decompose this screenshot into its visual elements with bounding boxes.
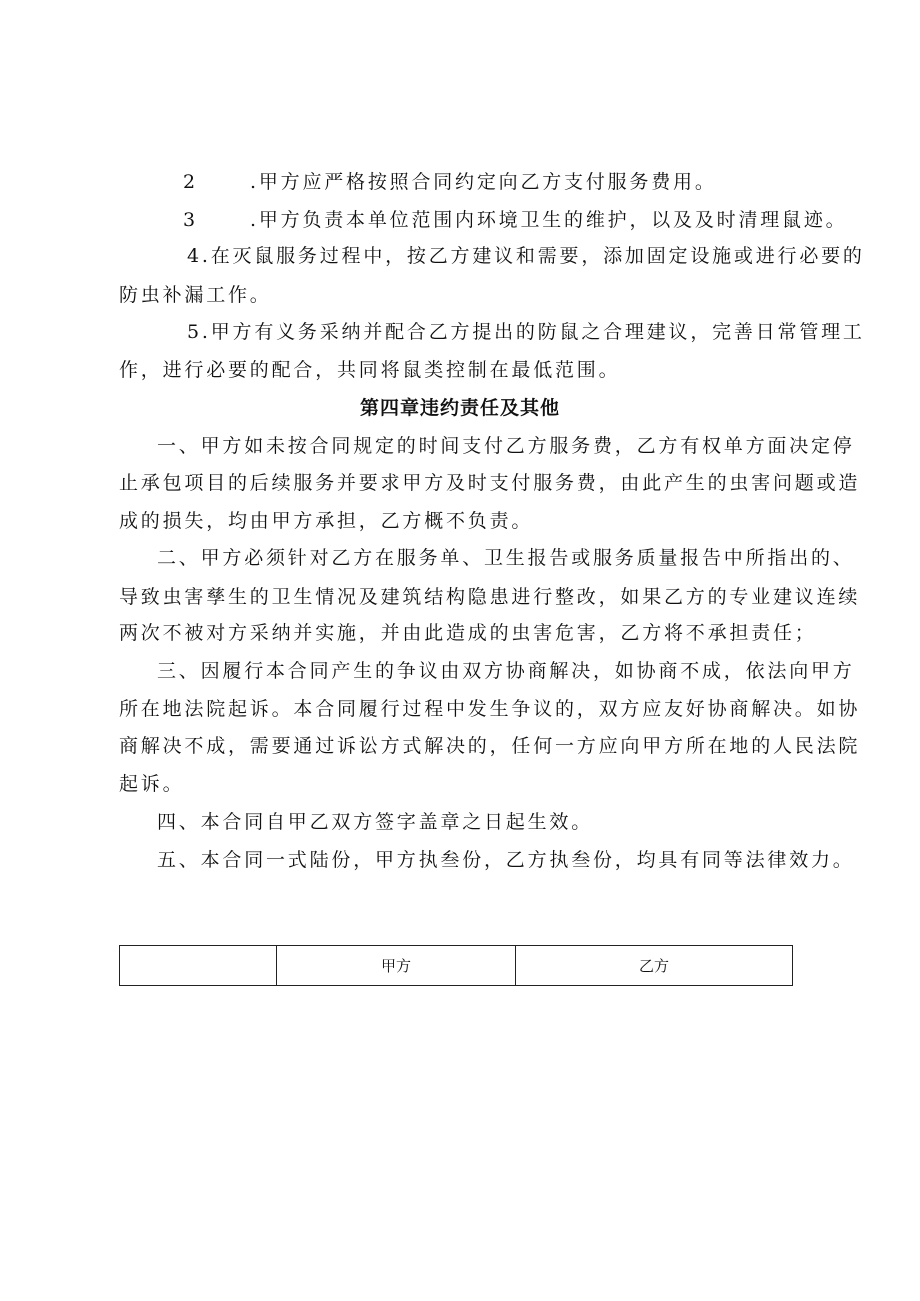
clause-4: 四、本合同自甲乙双方签字盖章之日起生效。 [157,811,594,833]
item-4-line-2: 防虫补漏工作。 [119,284,272,306]
clause-3-line-2: 所在地法院起诉。本合同履行过程中发生争议的，双方应友好协商解决。如协 [119,698,861,720]
signature-table [119,945,793,986]
clause-1-line-1: 一、甲方如未按合同规定的时间支付乙方服务费，乙方有权单方面决定停 [157,435,855,457]
clause-2-line-3: 两次不被对方采纳并实施，并由此造成的虫害危害，乙方将不承担责任； [119,622,817,644]
clause-3-line-4: 起诉。 [119,773,185,795]
party-b-cell: 乙方 [516,946,793,986]
item-5-line-1: 5.甲方有义务采纳并配合乙方提出的防鼠之合理建议，完善日常管理工 [187,321,865,343]
clause-3-line-1: 三、因履行本合同产生的争议由双方协商解决，如协商不成，依法向甲方 [157,660,855,682]
item-3-number: 3 [183,209,196,231]
clause-5: 五、本合同一式陆份，甲方执叁份，乙方执叁份，均具有同等法律效力。 [157,849,855,871]
clause-2-line-2: 导致虫害孳生的卫生情况及建筑结构隐患进行整改，如果乙方的专业建议连续 [119,586,861,608]
item-5-line-2: 作，进行必要的配合，共同将鼠类控制在最低范围。 [119,359,621,381]
clause-1-line-3: 成的损失，均由甲方承担，乙方概不负责。 [119,510,534,532]
clause-2-line-1: 二、甲方必须针对乙方在服务单、卫生报告或服务质量报告中所指出的、 [157,547,855,569]
item-2-text: .甲方应严格按照合同约定向乙方支付服务费用。 [250,171,717,193]
chapter-heading: 第四章违约责任及其他 [359,397,560,419]
signature-row [120,946,793,986]
item-2-number: 2 [183,171,196,193]
signature-blank-cell [120,946,277,986]
item-3-text: .甲方负责本单位范围内环境卫生的维护，以及及时清理鼠迹。 [250,209,848,231]
item-4-line-1: 4.在灭鼠服务过程中，按乙方建议和需要，添加固定设施或进行必要的 [187,245,865,267]
clause-1-line-2: 止承包项目的后续服务并要求甲方及时支付服务费，由此产生的虫害问题或造 [119,472,861,494]
clause-3-line-3: 商解决不成，需要通过诉讼方式解决的，任何一方应向甲方所在地的人民法院 [119,735,861,757]
party-a-cell: 甲方 [277,946,516,986]
